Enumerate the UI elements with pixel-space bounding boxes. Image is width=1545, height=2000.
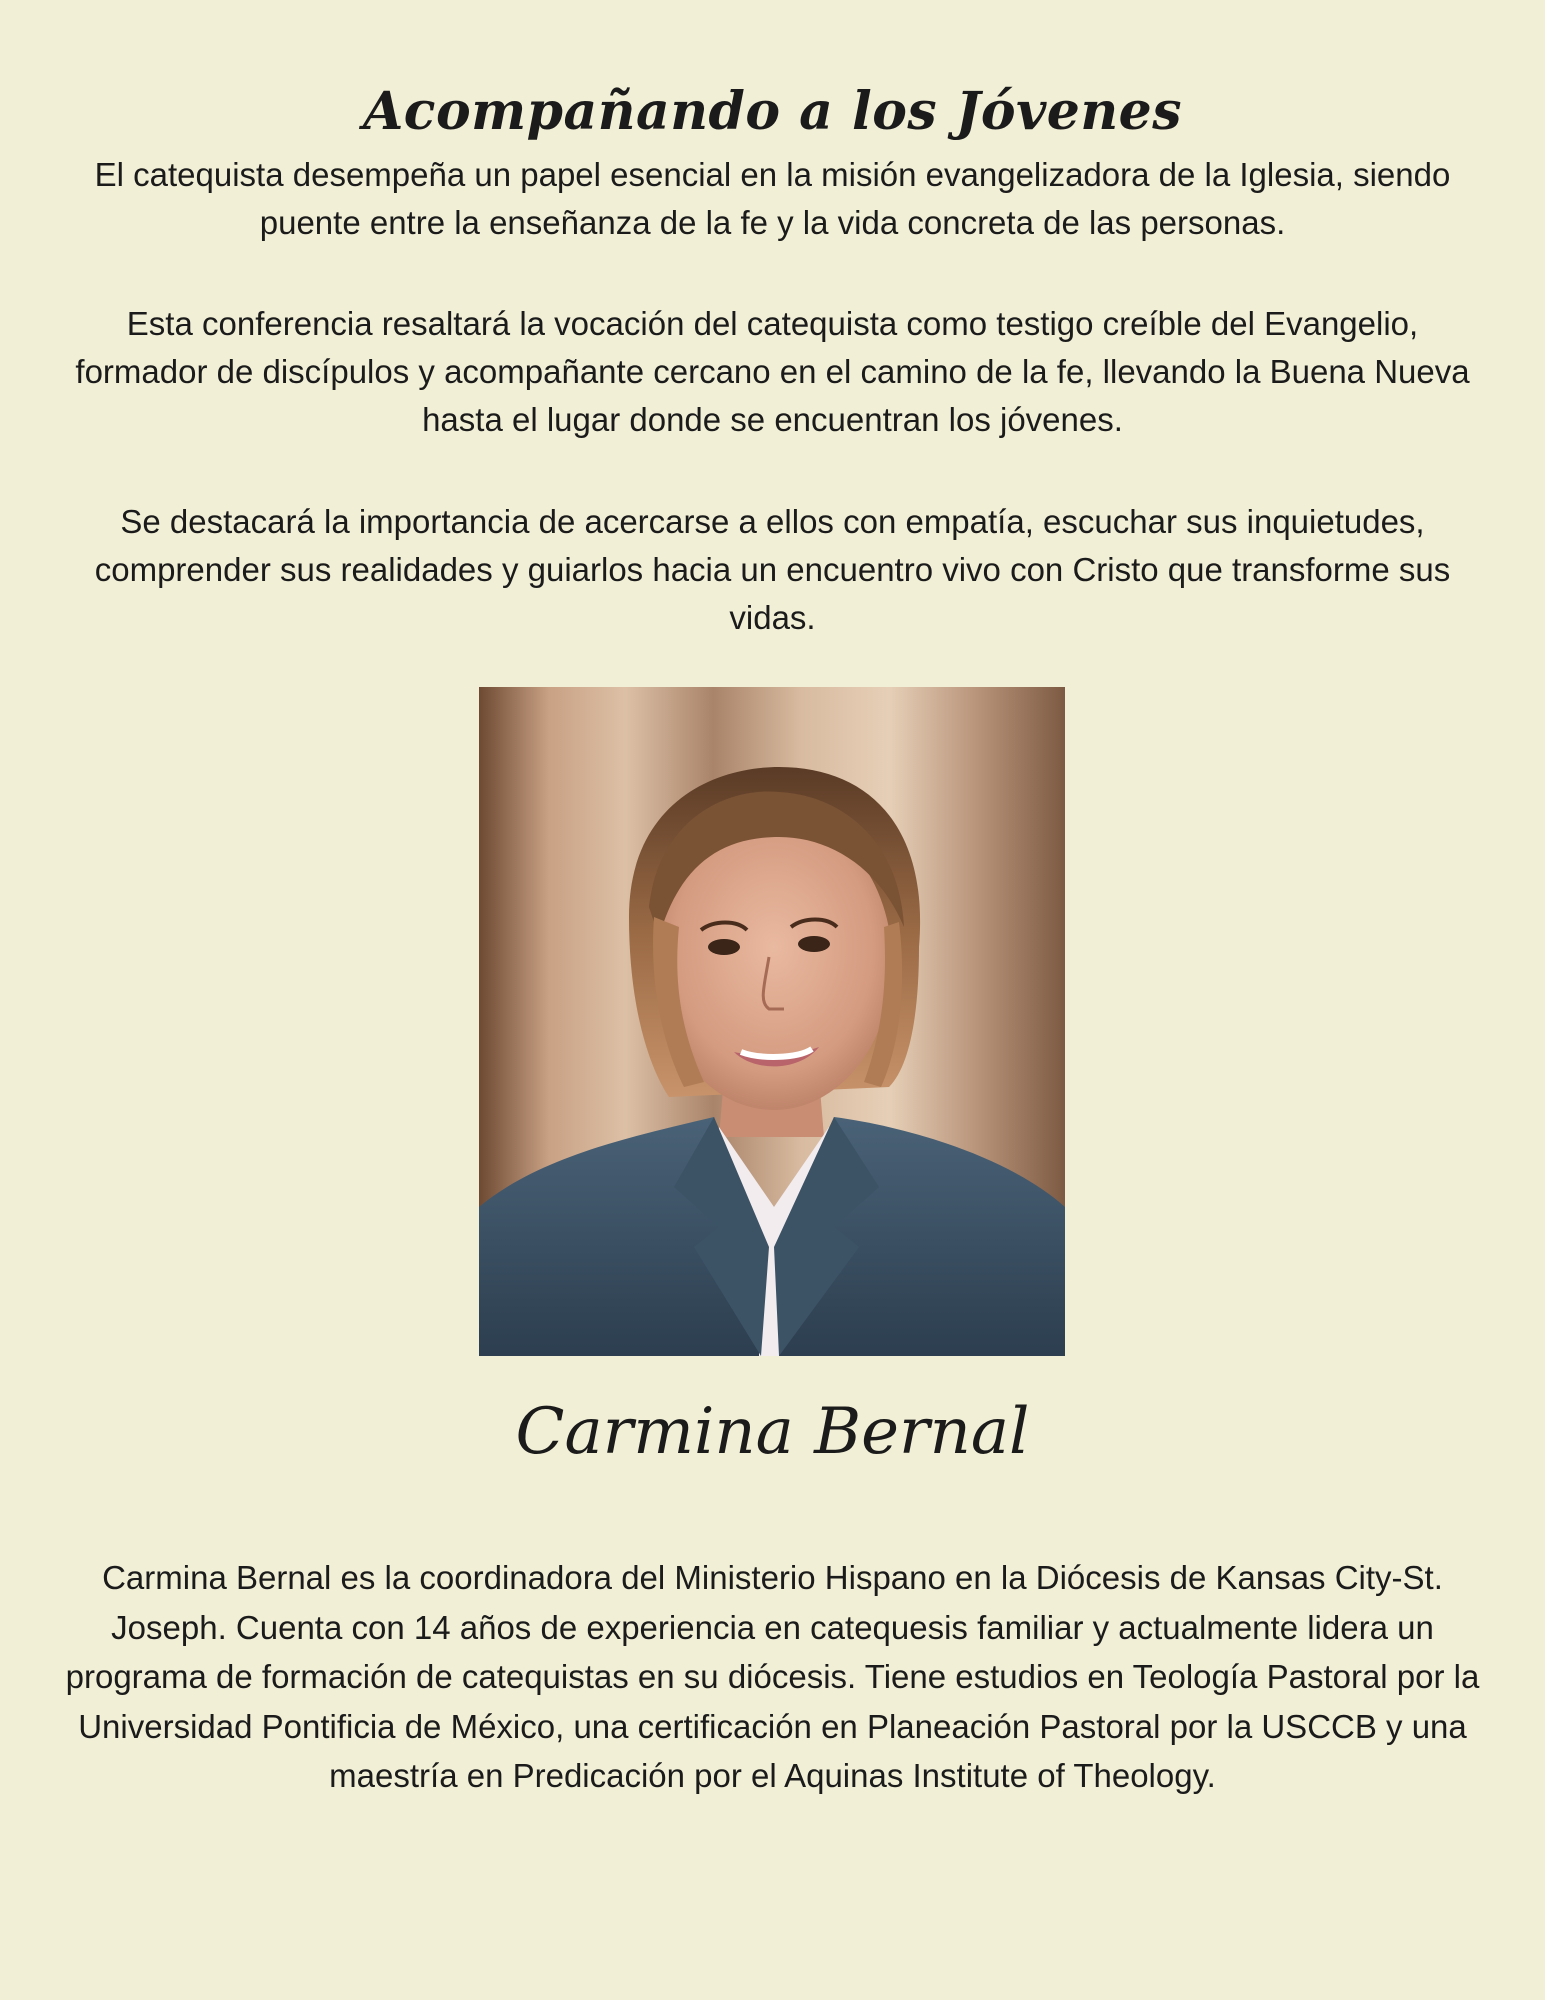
intro-paragraph-2: Esta conferencia resaltará la vocación del catequista como testigo creíble del Evangelio, formador de discípulos y acompañante cercano en el camino de la fe, llevando la Buena Nueva hasta el lugar donde se encuentran los jóvenes. — [75, 305, 1470, 438]
speaker-bio: Carmina Bernal es la coordinadora del Ministerio Hispano en la Diócesis de Kansas City-St. Joseph. Cuenta con 14 años de experiencia en catequesis familiar y actualmente lidera un programa de formación de catequistas en su diócesis. Tiene estudios en Teología Pastoral por la Universidad Pontificia de México, una certificación en Planeación Pastoral por la USCCB y una maestría en Predicación por el Aquinas Institute of Theology. — [65, 1559, 1480, 1794]
speaker-photo — [479, 687, 1065, 1356]
page-title: Acompañando a los Jóvenes — [362, 80, 1183, 142]
intro-paragraph-3: Se destacará la importancia de acercarse a ellos con empatía, escuchar sus inquietudes, comprender sus realidades y guiarlos hacia un encuentro vivo con Cristo que transforme sus vidas. — [94, 503, 1451, 636]
intro-paragraph-1: El catequista desempeña un papel esencial en la misión evangelizadora de la Iglesia, siendo puente entre la enseñanza de la fe y la vida concreta de las personas. — [94, 156, 1451, 241]
speaker-name: Carmina Bernal — [515, 1395, 1030, 1469]
